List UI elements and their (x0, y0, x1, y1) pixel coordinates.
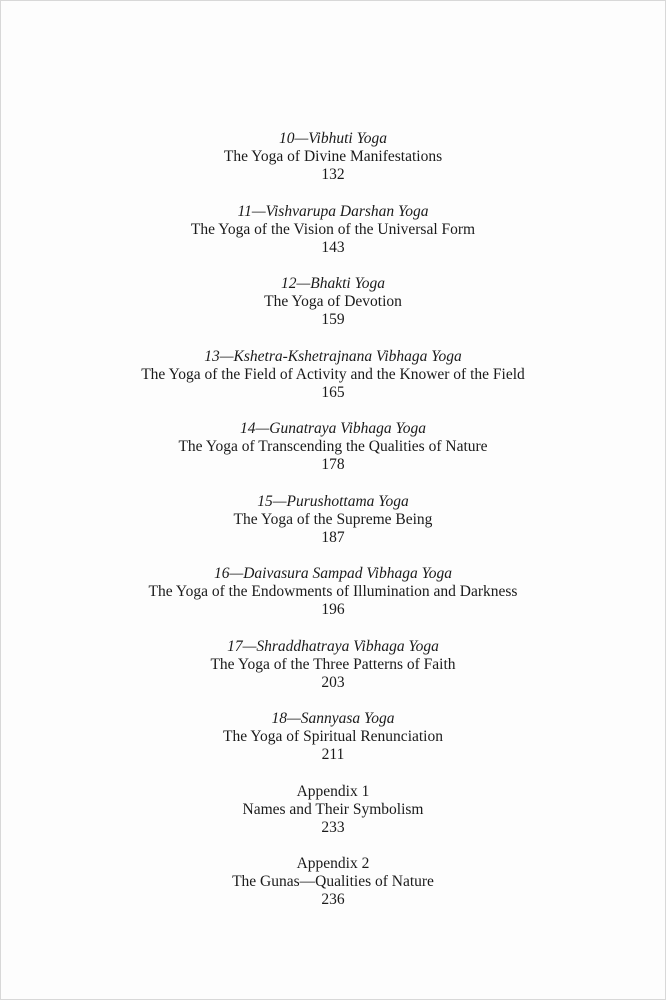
chapter-heading: 14—Gunatraya Vibhaga Yoga (239, 420, 426, 437)
chapter-heading: 16—Daivasura Sampad Vibhaga Yoga (213, 565, 453, 582)
chapter-title: The Yoga of Spiritual Renunciation (223, 728, 443, 745)
chapter-title: The Yoga of the Vision of the Universal Form (190, 220, 476, 238)
toc-entry (1, 130, 665, 203)
toc-entry (1, 348, 665, 421)
page-number: 159 (321, 311, 345, 328)
page-number: 236 (321, 891, 345, 908)
chapter-title: The Gunas—Qualities of Nature (232, 873, 434, 890)
chapter-heading: 17—Shraddhatraya Vibhaga Yoga (227, 637, 439, 655)
chapter-heading: 11—Vishvarupa Darshan Yoga (237, 202, 429, 220)
toc-entry (1, 493, 665, 566)
toc-entry (1, 638, 665, 711)
chapter-title: The Yoga of Devotion (264, 293, 402, 310)
chapter-heading: 18—Sannyasa Yoga (271, 710, 395, 727)
page-number: 178 (321, 456, 345, 473)
toc-entry (1, 710, 665, 783)
chapter-title: The Yoga of the Three Patterns of Faith (210, 655, 456, 673)
page-number: 187 (321, 528, 345, 546)
chapter-heading: 13—Kshetra-Kshetrajnana Vibhaga Yoga (204, 347, 462, 365)
page-number: 203 (321, 673, 345, 691)
page-number: 211 (321, 746, 345, 763)
toc-entry (1, 203, 665, 276)
chapter-title: The Yoga of the Supreme Being (233, 510, 433, 528)
page-number: 143 (321, 238, 345, 256)
page-number: 165 (321, 383, 345, 401)
page-number: 196 (321, 601, 345, 618)
chapter-title: The Yoga of the Field of Activity and the Knower of the Field (141, 365, 525, 383)
chapter-heading: 12—Bhakti Yoga (280, 275, 386, 292)
chapter-heading: 15—Purushottama Yoga (257, 492, 409, 510)
toc-entry (1, 420, 665, 493)
page-number: 233 (321, 818, 345, 836)
toc-entry (1, 565, 665, 638)
chapter-title: Names and Their Symbolism (242, 800, 424, 818)
chapter-heading: 10—Vibhuti Yoga (278, 130, 388, 147)
chapter-title: The Yoga of the Endowments of Illumination and Darkness (148, 583, 518, 600)
page-number: 132 (321, 166, 345, 183)
toc-entry (1, 855, 665, 928)
chapter-heading: Appendix 2 (296, 855, 370, 872)
chapter-title: The Yoga of Transcending the Qualities of Nature (178, 438, 488, 455)
toc-entry (1, 275, 665, 348)
chapter-heading: Appendix 1 (296, 782, 370, 800)
toc-entry (1, 783, 665, 856)
chapter-title: The Yoga of Divine Manifestations (223, 148, 443, 165)
